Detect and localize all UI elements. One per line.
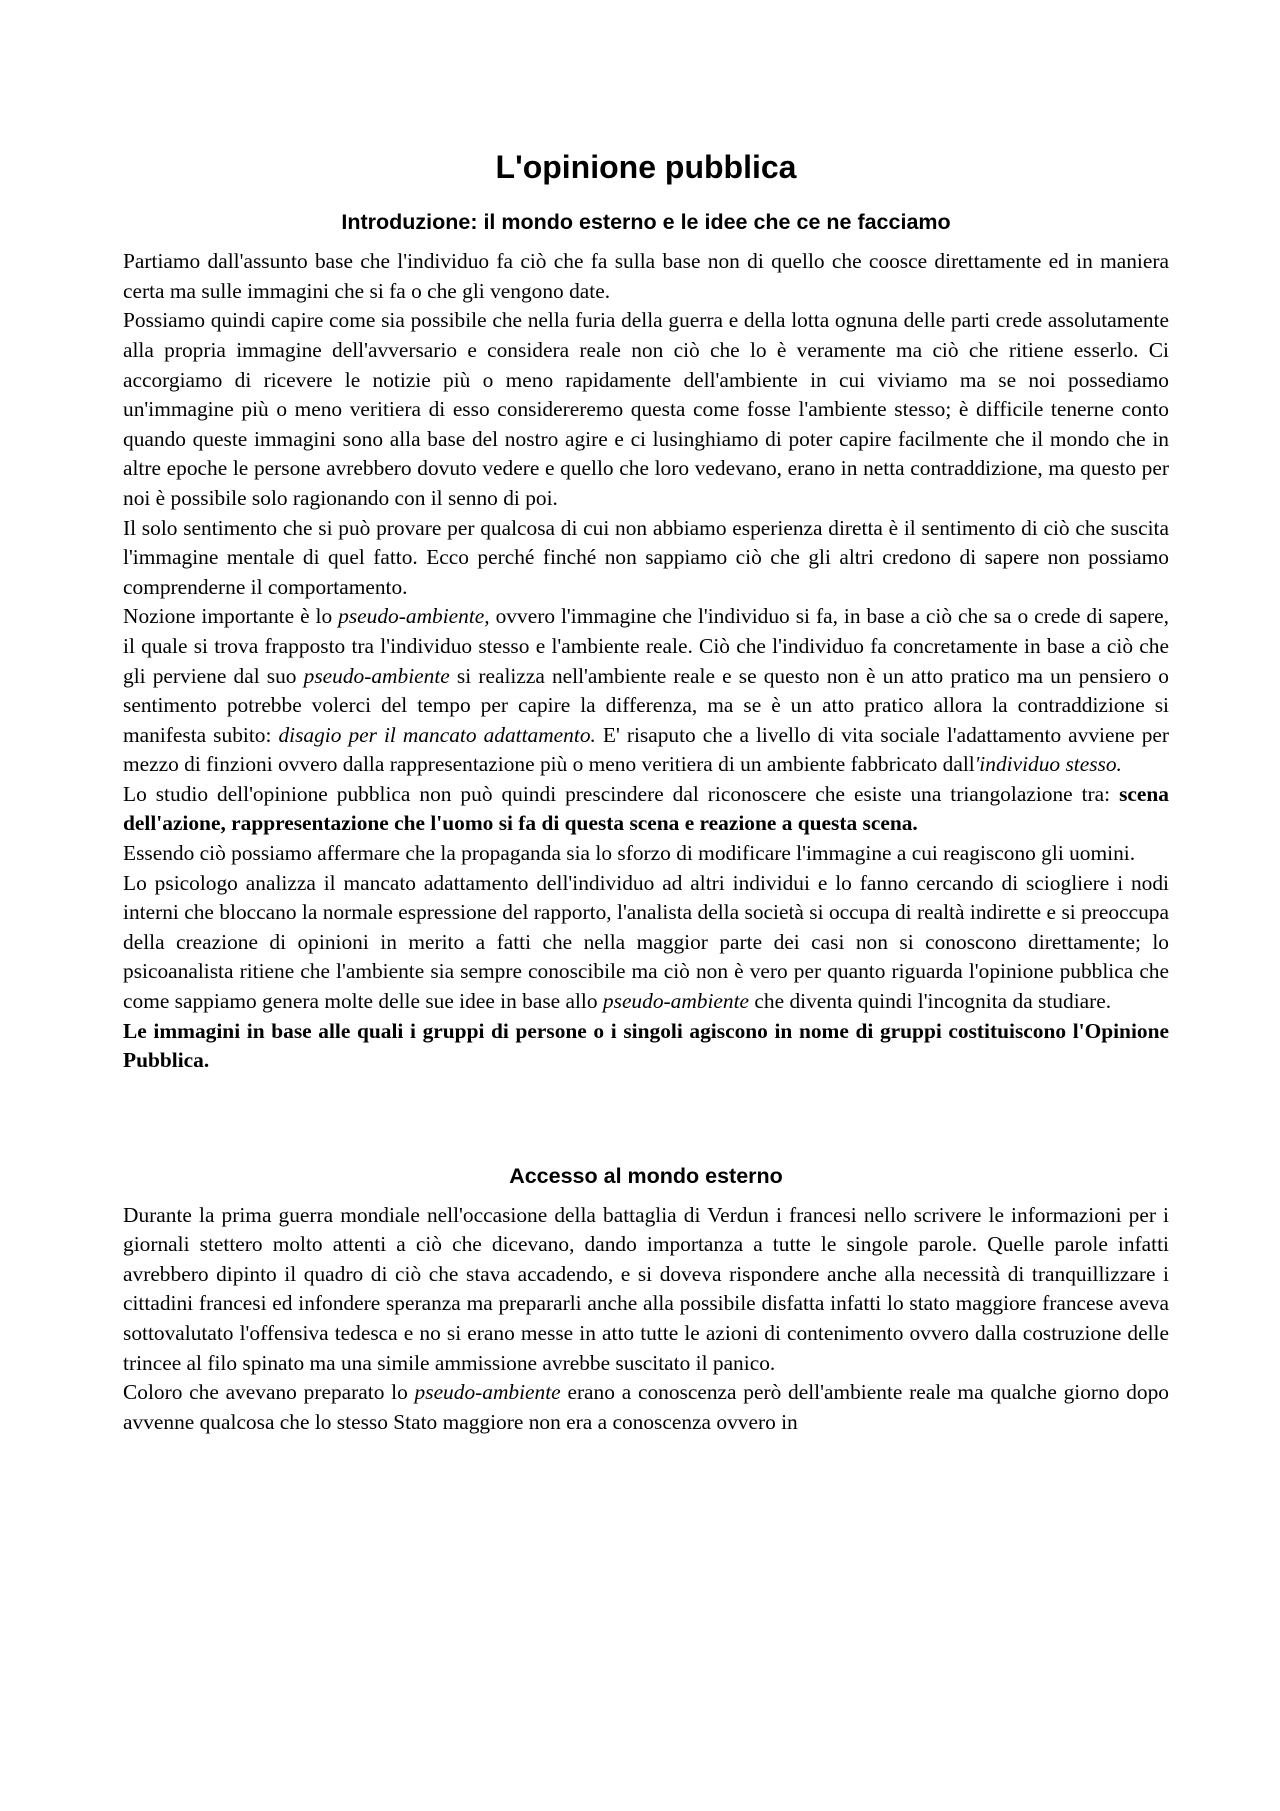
- italic-term: pseudo-ambiente: [414, 1380, 561, 1405]
- paragraph-text: Partiamo dall'assunto base che l'individuo fa ciò che fa sulla base non di quello che coosce direttamente ed in maniera certa ma sulle immagini che si fa o che gli vengono date.: [123, 249, 1169, 303]
- page-title: L'opinione pubblica: [495, 149, 797, 185]
- paragraph: [123, 1017, 1169, 1076]
- italic-term: 'individuo stesso.: [974, 752, 1122, 777]
- paragraph-text: Essendo ciò possiamo affermare che la propaganda sia lo sforzo di modificare l'immagine a cui reagiscono gli uomini.: [123, 841, 1136, 866]
- paragraph-text: che diventa quindi l'incognita da studiare.: [749, 989, 1112, 1014]
- paragraph: [123, 247, 1169, 306]
- section-heading-accesso: Accesso al mondo esterno: [509, 1163, 783, 1188]
- document-page: [123, 148, 1169, 1437]
- paragraph-text: E' risaputo che a livello di vita sociale l'adattamento avviene per mezzo di finzioni ovvero dalla rappresentazione più o meno veritiera di un ambiente fabbricato dall: [123, 722, 1170, 777]
- italic-term: pseudo-ambiente,: [338, 604, 490, 629]
- paragraph-text: ovvero l'immagine che l'individuo si fa, in base a ciò che sa o crede di sapere, il quale si trova frapposto tra l'individuo stesso e l'ambiente reale. Ciò che l'individuo fa concretamente in base a ciò che gli perviene dal suo: [123, 604, 1170, 688]
- paragraph: [123, 869, 1169, 1017]
- paragraph-text: Il solo sentimento che si può provare per qualcosa di cui non abbiamo esperienza diretta è il sentimento di ciò che suscita l'immagine mentale di quel fatto. Ecco perché finché non sappiamo ciò che gli altri credono di sapere non possiamo comprenderne il comportamento.: [123, 515, 1169, 599]
- paragraph: [123, 306, 1169, 513]
- paragraph-text: Coloro che avevano preparato lo: [123, 1380, 415, 1405]
- italic-term: pseudo-ambiente: [303, 663, 450, 688]
- section-heading-introduzione: Introduzione: il mondo esterno e le idee che ce ne facciamo: [341, 210, 951, 235]
- paragraph-text: erano a conoscenza però dell'ambiente reale ma qualche giorno dopo avvenne qualcosa che lo stesso Stato maggiore non era a conoscenza ovvero in: [123, 1380, 1169, 1434]
- paragraph-text: Lo studio dell'opinione pubblica non può quindi prescindere dal riconoscere che esiste una triangolazione tra:: [123, 781, 1120, 806]
- paragraph-text: si realizza nell'ambiente reale e se questo non è un atto pratico ma un pensiero o sentimento potrebbe volerci del tempo per capire la differenza, ma se è un atto pratico allora la contraddizione si manifesta subito:: [123, 663, 1169, 747]
- paragraph: [123, 839, 1169, 869]
- bold-emphasis: Le immagini in base alle quali i gruppi di persone o i singoli agiscono in nome di gruppi costituiscono l'Opinione Pubblica.: [123, 1018, 1169, 1073]
- paragraph: [123, 514, 1169, 603]
- paragraph-text: Nozione importante è lo: [123, 604, 339, 629]
- italic-term: disagio per il mancato adattamento.: [278, 722, 596, 747]
- paragraph-text: Possiamo quindi capire come sia possibile che nella furia della guerra e della lotta ognuna delle parti crede assolutamente alla propria immagine dell'avversario e considera reale non ciò che lo è veramente ma ciò che ritiene esserlo. Ci accorgiamo di ricevere le notizie più o meno rapidamente dell'ambiente in cui viviamo ma se noi possediamo un'immagine più o meno veritiera di esso considereremo questa come fosse l'ambiente stesso; è difficile tenerne conto quando queste immagini sono alla base del nostro agire e ci lusinghiamo di poter capire facilmente che il mondo che in altre epoche le persone avrebbero dovuto vedere e quello che loro vedevano, erano in netta contraddizione, ma questo per noi è possibile solo ragionando con il senno di poi.: [123, 308, 1169, 510]
- paragraph-text: Lo psicologo analizza il mancato adattamento dell'individuo ad altri individui e lo fanno cercando di sciogliere i nodi interni che bloccano la normale espressione del rapporto, l'analista della società si occupa di realtà indirette e si preoccupa della creazione di opinioni in merito a fatti che nella maggior parte dei casi non si conoscono direttamente; lo psicoanalista ritiene che l'ambiente sia sempre conoscibile ma ciò non è vero per quanto riguarda l'opinione pubblica che come sappiamo genera molte delle sue idee in base allo: [123, 870, 1169, 1014]
- bold-emphasis: scena dell'azione, rappresentazione che l'uomo si fa di questa scena e reazione a questa scena.: [123, 781, 1169, 836]
- paragraph: [123, 602, 1169, 780]
- paragraph: [123, 1378, 1169, 1437]
- paragraph: [123, 1201, 1169, 1379]
- paragraph-text: Durante la prima guerra mondiale nell'occasione della battaglia di Verdun i francesi nello scrivere le informazioni per i giornali stettero molto attenti a ciò che dicevano, dando importanza a tutte le singole parole. Quelle parole infatti avrebbero dipinto il quadro di ciò che stava accadendo, e si doveva rispondere anche alla necessità di tranquillizzare i cittadini francesi ed infondere speranza ma prepararli anche alla possibile disfatta infatti lo stato maggiore francese aveva sottovalutato l'offensiva tedesca e no si erano messe in atto tutte le azioni di contenimento ovvero dalla costruzione delle trincee al filo spinato ma una simile ammissione avrebbe suscitato il panico.: [123, 1202, 1169, 1375]
- paragraph: [123, 780, 1169, 839]
- italic-term: pseudo-ambiente: [602, 989, 750, 1014]
